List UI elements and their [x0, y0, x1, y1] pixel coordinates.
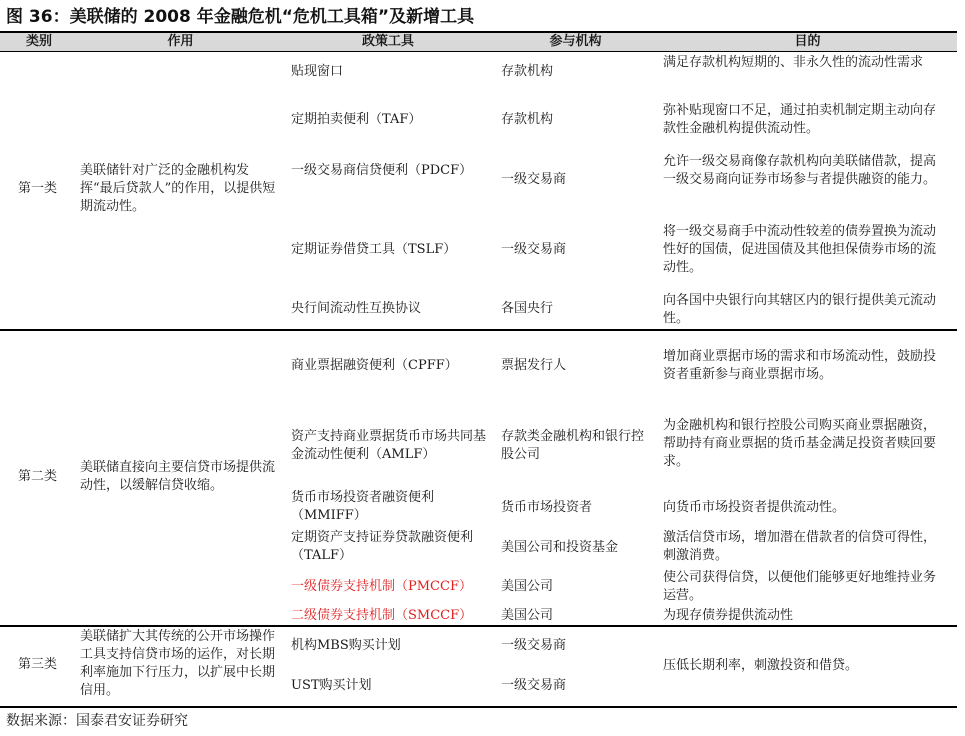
- header-category: 类别: [25, 34, 52, 49]
- participant-ust-purchase: 一级交易商: [501, 678, 567, 693]
- participant-amlf: 存款类金融机构和银行控股公司: [501, 429, 645, 462]
- tool-smccf: 二级债券支持机制（SMCCF）: [291, 608, 473, 623]
- participant-talf: 美国公司和投资基金: [501, 540, 619, 555]
- table-header: [0, 33, 957, 51]
- participant-smccf: 美国公司: [501, 608, 554, 623]
- purpose-discount-window: 满足存款机构短期的、非永久性的流动性需求: [663, 55, 924, 70]
- purpose-tslf: 将一级交易商手中流动性较差的债券置换为流动性好的国债，促进国债及其他担保债券市场的流动性。: [663, 224, 937, 275]
- participant-mmiff: 货币市场投资者: [501, 500, 593, 515]
- tool-talf: 定期资产支持证券贷款融资便利（TALF）: [291, 530, 474, 563]
- bottom-rule: [0, 706, 957, 708]
- header-participant: 参与机构: [549, 34, 602, 49]
- participant-taf: 存款机构: [501, 112, 554, 127]
- participant-swap-lines: 各国央行: [501, 301, 554, 316]
- category-label-1: 第一类: [18, 181, 58, 196]
- tool-mmiff: 货币市场投资者融资便利（MMIFF）: [291, 490, 435, 523]
- participant-pmccf: 美国公司: [501, 579, 554, 594]
- participant-tslf: 一级交易商: [501, 242, 567, 257]
- tool-pmccf: 一级债券支持机制（PMCCF）: [291, 579, 472, 594]
- category-label-2: 第二类: [18, 469, 58, 484]
- participant-cpff: 票据发行人: [501, 358, 567, 373]
- purpose-cpff: 增加商业票据市场的需求和市场流动性，鼓励投资者重新参与商业票据市场。: [663, 349, 937, 382]
- tool-pdcf: 一级交易商信贷便利（PDCF）: [291, 163, 473, 178]
- purpose-talf: 激活信贷市场，增加潜在借款者的信贷可得性，刺激消费。: [663, 530, 937, 563]
- header-purpose: 目的: [794, 34, 821, 49]
- participant-agency-mbs: 一级交易商: [501, 638, 567, 653]
- purpose-third-category: 压低长期利率，刺激投资和借贷。: [663, 658, 859, 673]
- category-role-3: 美联储扩大其传统的公开市场操作工具支持信贷市场的运作，对长期利率施加下行压力，以扩展中长期信用。: [80, 629, 276, 698]
- tool-ust-purchase: UST购买计划: [291, 678, 372, 693]
- tool-cpff: 商业票据融资便利（CPFF）: [291, 358, 458, 373]
- purpose-swap-lines: 向各国中央银行向其辖区内的银行提供美元流动性。: [663, 293, 937, 326]
- purpose-mmiff: 向货币市场投资者提供流动性。: [663, 500, 846, 515]
- figure-title: 图 36：美联储的 2008 年金融危机“危机工具箱”及新增工具: [6, 7, 475, 27]
- purpose-smccf: 为现存债券提供流动性: [663, 608, 794, 623]
- purpose-amlf: 为金融机构和银行控股公司购买商业票据融资，帮助持有商业票据的货币基金满足投资者赎回要求。: [663, 418, 937, 469]
- tool-swap-lines: 央行间流动性互换协议: [291, 301, 422, 316]
- participant-pdcf: 一级交易商: [501, 172, 567, 187]
- category-role-1: 美联储针对广泛的金融机构发挥“最后贷款人”的作用，以提供短期流动性。: [80, 163, 276, 214]
- purpose-pdcf: 允许一级交易商像存款机构向美联储借款，提高一级交易商向证券市场参与者提供融资的能力。: [663, 154, 937, 187]
- purpose-taf: 弥补贴现窗口不足，通过拍卖机制定期主动向存款性金融机构提供流动性。: [663, 103, 937, 136]
- purpose-pmccf: 使公司获得信贷，以便他们能够更好地维持业务运营。: [663, 570, 937, 603]
- category-role-2: 美联储直接向主要信贷市场提供流动性，以缓解信贷收缩。: [80, 460, 276, 493]
- tool-amlf: 资产支持商业票据货币市场共同基金流动性便利（AMLF）: [291, 429, 487, 462]
- data-source: 数据来源：国泰君安证券研究: [6, 713, 188, 729]
- section-rule-1: [0, 329, 957, 331]
- tool-taf: 定期拍卖便利（TAF）: [291, 112, 422, 127]
- tool-discount-window: 贴现窗口: [291, 64, 344, 79]
- tool-tslf: 定期证券借贷工具（TSLF）: [291, 242, 457, 257]
- participant-discount-window: 存款机构: [501, 64, 554, 79]
- header-role: 作用: [167, 34, 194, 49]
- header-rule: [0, 51, 957, 52]
- section-rule-2: [0, 625, 957, 627]
- header-tool: 政策工具: [361, 34, 414, 49]
- category-label-3: 第三类: [18, 657, 58, 672]
- tool-agency-mbs: 机构MBS购买计划: [291, 638, 401, 653]
